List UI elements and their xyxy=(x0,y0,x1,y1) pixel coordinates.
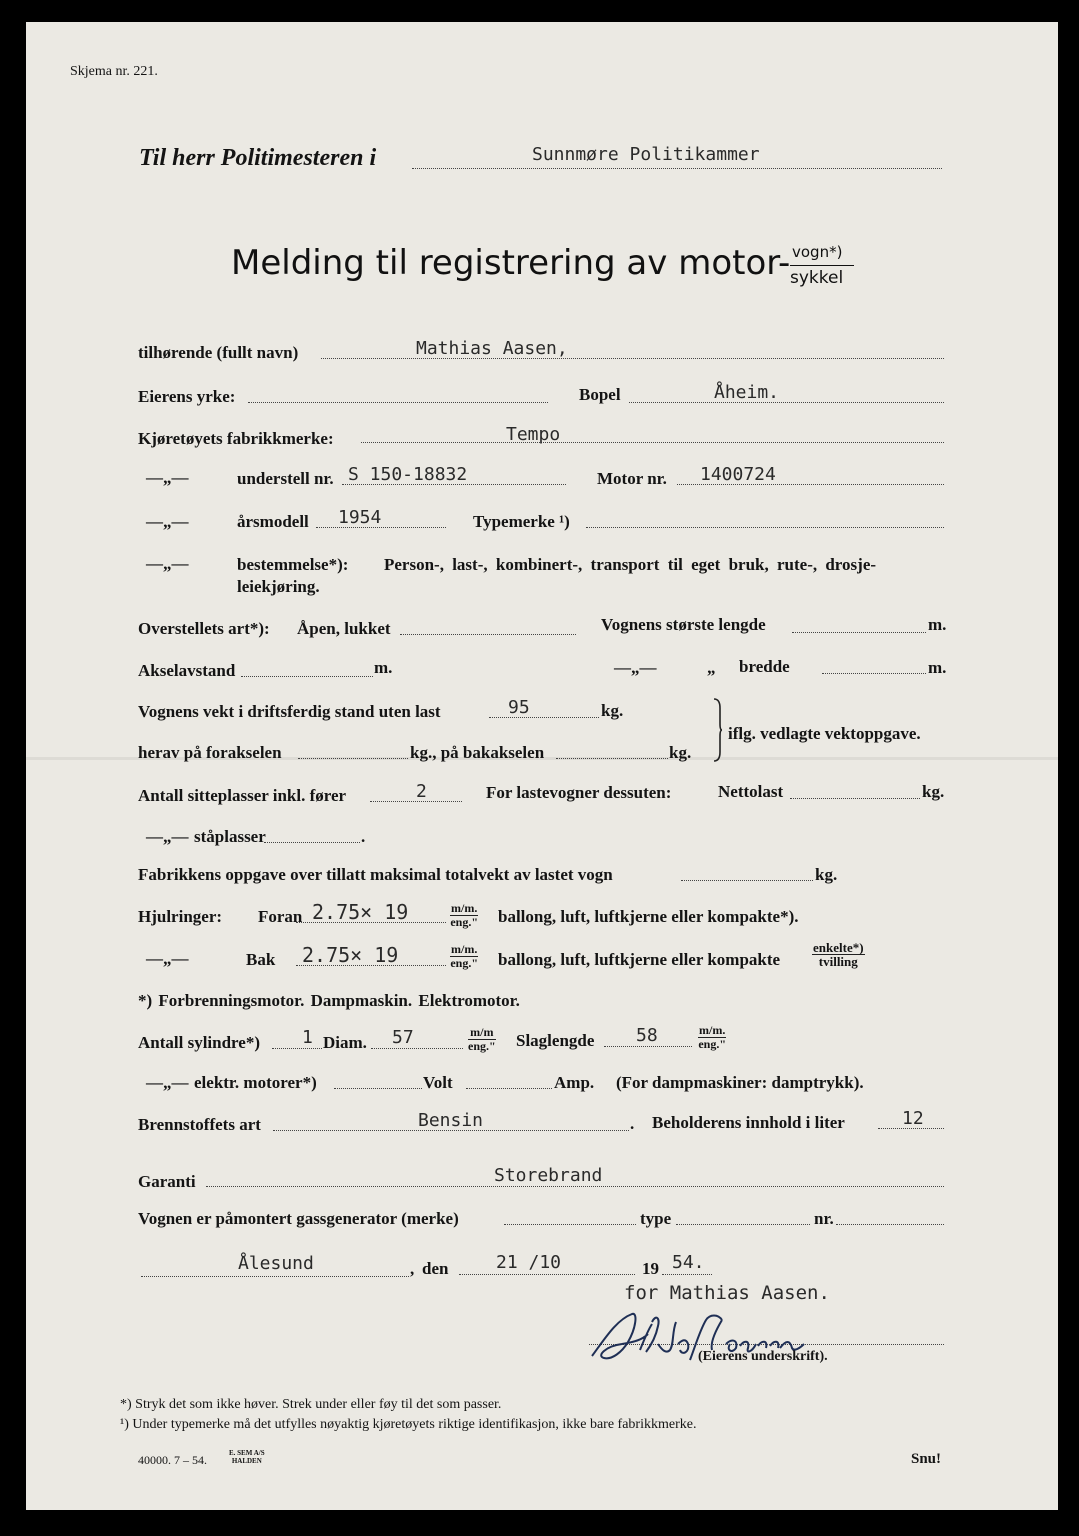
weight-label: Vognens vekt i driftsferdig stand uten last xyxy=(138,702,441,721)
den-label: den xyxy=(422,1259,449,1278)
weight-line xyxy=(489,717,599,718)
cylinders-line xyxy=(272,1048,322,1049)
weight-unit: kg. xyxy=(601,701,624,720)
place-comma: , xyxy=(410,1259,415,1278)
chassis-label: understell nr. xyxy=(237,469,334,488)
seats-label: Antall sitteplasser inkl. fører xyxy=(138,786,347,805)
weight-note: iflg. vedlagte vektoppgave. xyxy=(728,724,921,743)
wheels-front-label: Foran xyxy=(258,907,303,926)
addressee-label: Til herr Politimesteren i xyxy=(139,145,377,171)
net-cargo-line xyxy=(790,798,920,799)
gas-type-line xyxy=(676,1224,810,1225)
gas-nr-line xyxy=(836,1224,944,1225)
net-cargo-label: Nettolast xyxy=(718,782,784,801)
wheels-rear-unit xyxy=(450,943,478,970)
width-unit: m. xyxy=(928,658,947,677)
rear-axle-unit: kg. xyxy=(669,743,692,762)
wheels-rear-label: Bak xyxy=(246,950,276,969)
max-total-unit: kg. xyxy=(815,865,838,884)
cylinders-value: 1 xyxy=(302,1027,313,1048)
wheels-front-unit xyxy=(450,902,478,929)
cylinders-label: Antall sylindre*) xyxy=(138,1033,261,1052)
wheels-front-options: ballong, luft, luftkjerne eller kompakte*). xyxy=(498,907,799,926)
motor-no-label: Motor nr. xyxy=(597,469,667,488)
residence-line xyxy=(629,402,944,403)
motor-no-value: 1400724 xyxy=(700,464,776,485)
max-length-unit: m. xyxy=(928,615,947,634)
wheels-rear-options: ballong, luft, luftkjerne eller kompakte xyxy=(498,950,781,969)
ditto-year: —„— xyxy=(146,512,189,531)
amp-label: Amp. xyxy=(554,1073,595,1092)
type-mark-line xyxy=(586,527,944,528)
purpose-label: bestemmelse*): xyxy=(237,555,349,574)
front-axle-label: herav på forakselen xyxy=(138,743,282,762)
ditto-purpose: —„— xyxy=(146,554,189,573)
weight-brace xyxy=(712,698,722,762)
volt-line xyxy=(334,1088,422,1089)
gas-generator-label: Vognen er påmontert gassgenerator (merke) xyxy=(138,1209,459,1228)
residence-value: Åheim. xyxy=(714,382,780,403)
fuel-value: Bensin xyxy=(418,1110,484,1131)
guarantee-label: Garanti xyxy=(138,1172,196,1191)
body-type-options: Åpen, lukket xyxy=(297,619,391,638)
place-line xyxy=(141,1276,409,1277)
chassis-value: S 150-18832 xyxy=(348,464,468,485)
printer-mark: E. SEM A/S HALDEN xyxy=(229,1449,265,1465)
form-page xyxy=(26,22,1058,1510)
tank-label: Beholderens innhold i liter xyxy=(652,1113,845,1132)
max-total-line xyxy=(681,880,813,881)
addressee-value: Sunnmøre Politikammer xyxy=(532,144,760,165)
seats-value: 2 xyxy=(416,781,427,802)
standing-period: . xyxy=(361,827,366,846)
body-type-line xyxy=(400,634,576,635)
year-value: 54. xyxy=(672,1252,705,1273)
page-title: Melding til registrering av motor- xyxy=(231,243,791,283)
diam-unit-den: eng." xyxy=(468,1039,496,1053)
make-value: Tempo xyxy=(506,424,561,445)
turn-over: Snu! xyxy=(911,1451,942,1467)
wheels-rear-value: 2.75× 19 xyxy=(302,943,399,967)
fuel-label: Brennstoffets art xyxy=(138,1115,261,1134)
cargo-label: For lastevogner dessuten: xyxy=(486,783,672,802)
ditto-rear: —„— xyxy=(146,949,189,968)
electric-label: elektr. motorer*) xyxy=(194,1073,317,1092)
type-mark-label: Typemerke ¹) xyxy=(473,512,570,531)
wheels-front-unit-den: eng." xyxy=(450,915,478,929)
occupation-label: Eierens yrke: xyxy=(138,387,236,406)
title-fraction-bar xyxy=(790,265,854,266)
occupation-line xyxy=(248,402,548,403)
diam-unit-num: m/m xyxy=(468,1026,496,1040)
year-prefix: 19 xyxy=(642,1259,659,1278)
wheels-label: Hjulringer: xyxy=(138,907,223,926)
wheels-rear-unit-num: m/m. xyxy=(451,942,478,956)
stroke-line xyxy=(604,1046,692,1047)
year-model-label: årsmodell xyxy=(237,512,309,531)
ditto-electric: —„— xyxy=(146,1073,189,1092)
owner-line xyxy=(321,358,944,359)
body-type-label: Overstellets art*): xyxy=(138,619,270,638)
max-length-line xyxy=(792,632,926,633)
guarantee-value: Storebrand xyxy=(494,1165,603,1186)
width-quote: „ xyxy=(707,658,716,677)
gas-type-label: type xyxy=(640,1209,672,1228)
standing-line xyxy=(264,842,360,843)
gas-generator-line xyxy=(504,1224,636,1225)
footnote-typemark: ¹) Under typemerke må det utfylles nøyaktig kjøretøyets riktige identifikasjon, ikke bare fabrikkmerke. xyxy=(120,1417,697,1432)
ditto-width: —„— xyxy=(614,658,657,677)
wheelbase-line xyxy=(241,676,373,677)
diam-value: 57 xyxy=(392,1027,414,1048)
front-axle-line xyxy=(298,758,408,759)
volt-label: Volt xyxy=(423,1073,453,1092)
stroke-label: Slaglengde xyxy=(516,1031,595,1050)
rear-axle-line xyxy=(556,758,668,759)
diam-unit xyxy=(468,1026,496,1053)
stroke-value: 58 xyxy=(636,1025,658,1046)
title-sykkel: sykkel xyxy=(790,268,844,288)
residence-label: Bopel xyxy=(579,385,621,404)
weight-value: 95 xyxy=(508,697,530,718)
year-line xyxy=(662,1274,712,1275)
footnote-asterisk: *) Stryk det som ikke høver. Strek under eller føy til det som passer. xyxy=(120,1397,502,1412)
net-cargo-unit: kg. xyxy=(922,782,945,801)
title-vogn: vogn*) xyxy=(792,243,843,261)
tank-value: 12 xyxy=(902,1108,924,1129)
owner-value: Mathias Aasen, xyxy=(416,338,568,359)
ditto-standing: —„— xyxy=(146,827,189,846)
width-label: bredde xyxy=(739,657,790,676)
day-month-value: 21 /10 xyxy=(496,1252,562,1273)
wheels-rear-twin: tvilling xyxy=(818,954,858,969)
wheels-rear-unit-den: eng." xyxy=(450,956,478,970)
make-line xyxy=(361,442,944,443)
fuel-period: . xyxy=(630,1114,635,1133)
signature-caption: (Eierens underskrift). xyxy=(698,1349,828,1364)
wheelbase-label: Akselavstand xyxy=(138,661,236,680)
year-model-line xyxy=(316,527,446,528)
print-code: 40000. 7 – 54. xyxy=(138,1453,207,1467)
rear-axle-label: kg., på bakakselen xyxy=(410,743,545,762)
purpose-line1: Person-, last-, kombinert-, transport til eget bruk, rute-, drosje- xyxy=(384,555,877,574)
wheels-front-value: 2.75× 19 xyxy=(312,900,409,924)
place-value: Ålesund xyxy=(238,1253,314,1274)
ditto-chassis: —„— xyxy=(146,468,189,487)
wheelbase-unit: m. xyxy=(374,658,393,677)
wheels-front-unit-num: m/m. xyxy=(451,901,478,915)
purpose-line2: leiekjøring. xyxy=(237,577,320,596)
wheels-rear-mount xyxy=(812,941,865,968)
addressee-line xyxy=(412,168,942,169)
signature-on-behalf: for Mathias Aasen. xyxy=(624,1282,830,1304)
max-length-label: Vognens største lengde xyxy=(601,615,766,634)
stroke-unit xyxy=(698,1024,726,1051)
engine-types: *) Forbrenningsmotor. Dampmaskin. Elektromotor. xyxy=(138,991,520,1010)
steam-note: (For dampmaskiner: damptrykk). xyxy=(616,1073,864,1092)
standing-label: ståplasser xyxy=(194,827,266,846)
width-line xyxy=(822,673,926,674)
year-model-value: 1954 xyxy=(338,507,382,528)
owner-label: tilhørende (fullt navn) xyxy=(138,343,299,362)
form-number: Skjema nr. 221. xyxy=(70,64,158,79)
max-total-label: Fabrikkens oppgave over tillatt maksimal totalvekt av lastet vogn xyxy=(138,865,613,884)
wheels-rear-single: enkelte*) xyxy=(813,940,864,955)
amp-line xyxy=(466,1088,552,1089)
diam-label: Diam. xyxy=(323,1033,367,1052)
stroke-unit-num: m/m. xyxy=(699,1023,726,1037)
diam-line xyxy=(371,1048,463,1049)
gas-nr-label: nr. xyxy=(814,1209,834,1228)
make-label: Kjøretøyets fabrikkmerke: xyxy=(138,429,334,448)
day-line xyxy=(459,1274,635,1275)
stroke-unit-den: eng." xyxy=(698,1037,726,1051)
guarantee-line xyxy=(206,1186,944,1187)
